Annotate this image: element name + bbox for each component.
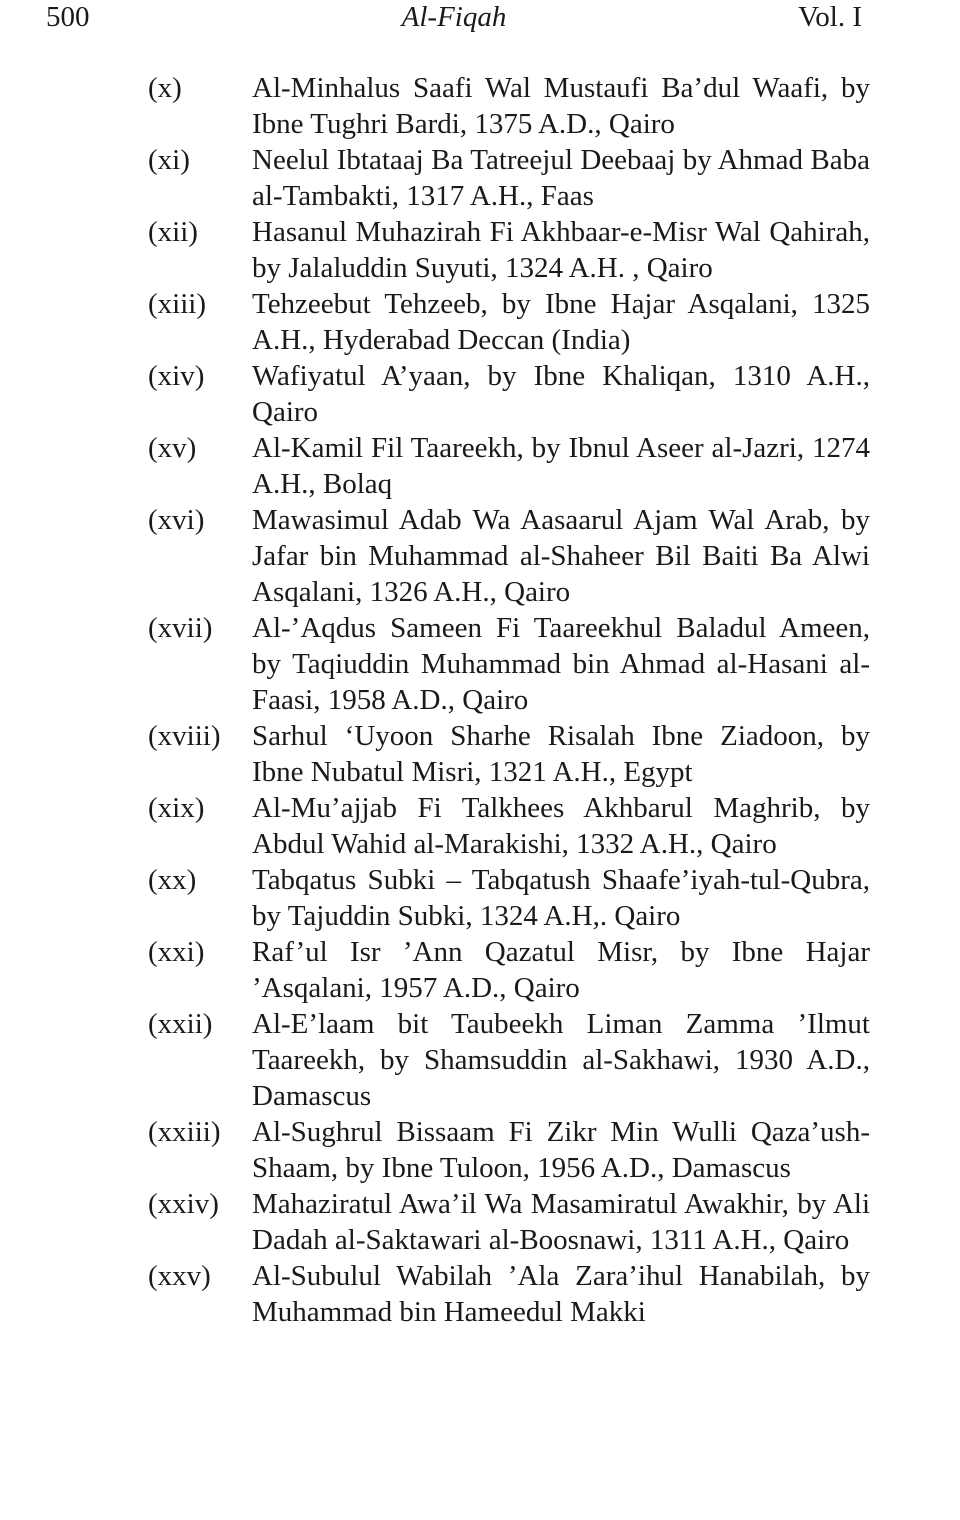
list-item [148,790,870,862]
list-item [148,502,870,610]
entry-number: (xv) [148,432,197,464]
list-item [148,1186,870,1258]
list-item [148,286,870,358]
entry-text: Al-Mu’ajjab Fi Talkhees Akhbarul Maghrib, by Abdul Wahid al-Marakishi, 1332 A.H., Qairo [252,792,870,860]
entry-text: Tabqatus Subki – Tabqatush Shaafe’iyah-tul-Qubra, by Tajuddin Subki, 1324 A.H,. Qairo [252,864,870,932]
entry-number: (xxi) [148,936,205,968]
entry-number: (xi) [148,144,190,176]
entry-text: Raf’ul Isr ’Ann Qazatul Misr, by Ibne Hajar ’Asqalani, 1957 A.D., Qairo [252,936,870,1004]
entry-number: (xix) [148,792,205,824]
entry-text: Al-Kamil Fil Taareekh, by Ibnul Aseer al-Jazri, 1274 A.H., Bolaq [252,432,870,500]
volume-label: Vol. I [798,1,862,33]
list-item [148,862,870,934]
entry-text: Al-Minhalus Saafi Wal Mustaufi Ba’dul Waafi, by Ibne Tughri Bardi, 1375 A.D., Qairo [252,72,870,140]
list-item [148,610,870,718]
entry-number: (x) [148,72,182,104]
list-item [148,1258,870,1330]
list-item [148,214,870,286]
entry-text: Al-Subulul Wabilah ’Ala Zara’ihul Hanabilah, by Muhammad bin Hameedul Makki [252,1260,870,1328]
entry-text: Sarhul ‘Uyoon Sharhe Risalah Ibne Ziadoon, by Ibne Nubatul Misri, 1321 A.H., Egypt [252,720,870,788]
entry-text: Neelul Ibtataaj Ba Tatreejul Deebaaj by Ahmad Baba al-Tambakti, 1317 A.H., Faas [252,144,870,212]
entry-text: Mawasimul Adab Wa Aasaarul Ajam Wal Arab, by Jafar bin Muhammad al-Shaheer Bil Baiti Ba Alwi Asqalani, 1326 A.H., Qairo [252,504,870,608]
entry-text: Mahaziratul Awa’il Wa Masamiratul Awakhir, by Ali Dadah al-Saktawari al-Boosnawi, 1311 A.H., Qairo [252,1188,870,1256]
entry-number: (xx) [148,864,197,896]
entry-text: Al-Sughrul Bissaam Fi Zikr Min Wulli Qaza’ush-Shaam, by Ibne Tuloon, 1956 A.D., Damascus [252,1116,870,1184]
entry-number: (xxiv) [148,1188,219,1220]
book-title: Al-Fiqah [401,1,507,33]
entry-number: (xiii) [148,288,206,320]
entry-text: Tehzeebut Tehzeeb, by Ibne Hajar Asqalani, 1325 A.H., Hyderabad Deccan (India) [252,288,870,356]
entry-text: Hasanul Muhazirah Fi Akhbaar-e-Misr Wal Qahirah, by Jalaluddin Suyuti, 1324 A.H. , Qairo [252,216,870,284]
list-item [148,430,870,502]
entry-number: (xvii) [148,612,213,644]
entry-number: (xviii) [148,720,221,752]
entry-text: Al-’Aqdus Sameen Fi Taareekhul Baladul Ameen, by Taqiuddin Muhammad bin Ahmad al-Hasani al-Faasi, 1958 A.D., Qairo [252,612,870,716]
list-item [148,70,870,142]
list-item [148,934,870,1006]
bibliography-list [148,70,870,1330]
entry-number: (xii) [148,216,198,248]
list-item [148,1114,870,1186]
entry-text: Al-E’laam bit Taubeekh Liman Zamma ’Ilmut Taareekh, by Shamsuddin al-Sakhawi, 1930 A.D., Damascus [252,1008,870,1112]
entry-number: (xxv) [148,1260,211,1292]
list-item [148,718,870,790]
list-item [148,142,870,214]
list-item [148,358,870,430]
entry-number: (xxii) [148,1008,213,1040]
page-number: 500 [46,1,90,33]
entry-text: Wafiyatul A’yaan, by Ibne Khaliqan, 1310 A.H., Qairo [252,360,870,428]
entry-number: (xiv) [148,360,205,392]
entry-number: (xvi) [148,504,205,536]
list-item [148,1006,870,1114]
entry-number: (xxiii) [148,1116,221,1148]
running-head [46,0,862,36]
